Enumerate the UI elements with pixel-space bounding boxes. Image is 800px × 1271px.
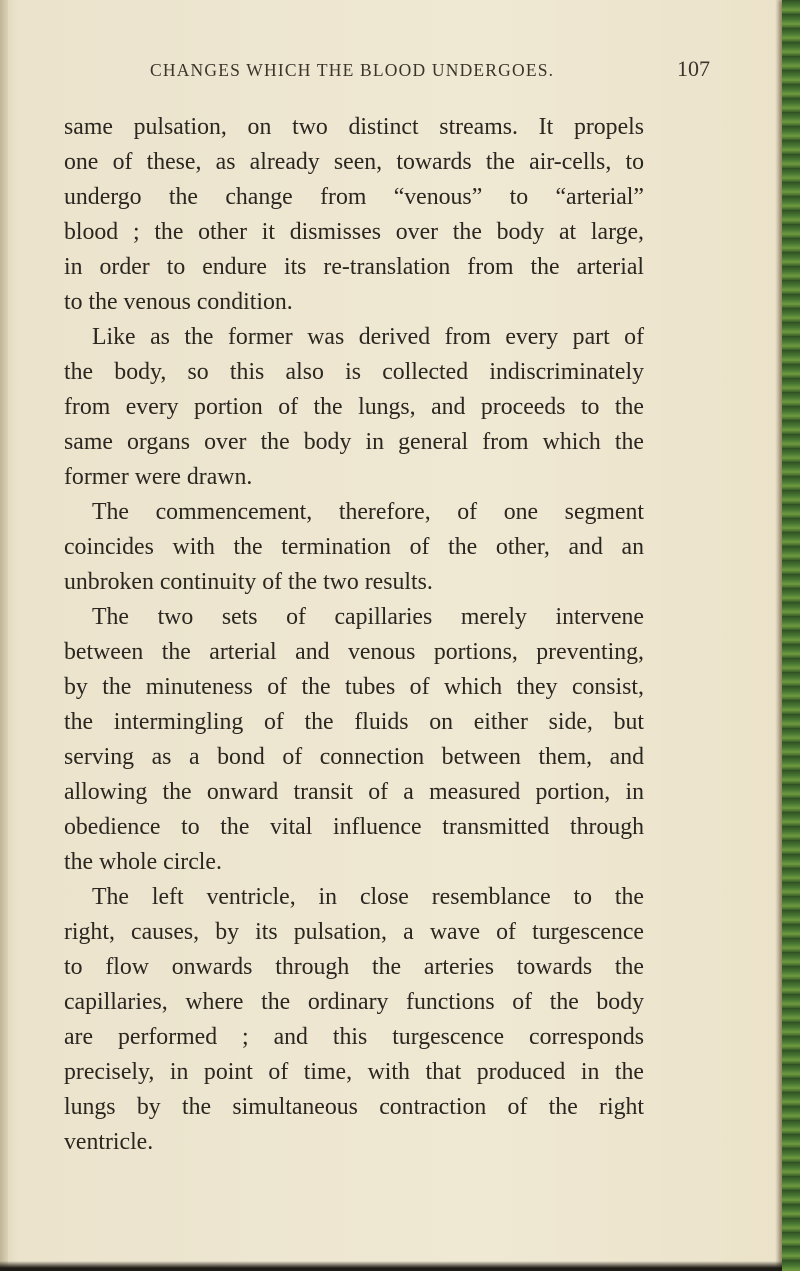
page-left-edge <box>0 0 8 1271</box>
page-header <box>150 56 710 82</box>
text-line: from every portion of the lungs, and proceeds to the <box>64 394 644 420</box>
text-line: precisely, in point of time, with that produced in the <box>64 1059 644 1085</box>
body-text <box>64 110 644 1160</box>
paragraph <box>64 495 644 600</box>
text-line: undergo the change from “venous” to “arterial” <box>64 184 644 210</box>
book-binding <box>782 0 800 1271</box>
text-line: same pulsation, on two distinct streams. It propels <box>64 114 644 140</box>
text-line: ventricle. <box>64 1129 154 1155</box>
text-line: to flow onwards through the arteries towards the <box>64 954 644 980</box>
text-line: coincides with the termination of the other, and an <box>64 534 644 560</box>
paragraph <box>64 600 644 880</box>
text-line: by the minuteness of the tubes of which they consist, <box>64 674 644 700</box>
text-line: the body, so this also is collected indiscriminately <box>64 359 644 385</box>
text-line: Like as the former was derived from every part of <box>92 324 644 350</box>
page-number: 107 <box>677 56 710 81</box>
text-line: between the arterial and venous portions, preventing, <box>64 639 644 665</box>
paragraph <box>64 320 644 495</box>
paragraph <box>64 110 644 320</box>
running-head: CHANGES WHICH THE BLOOD UNDERGOES. <box>150 60 555 80</box>
text-line: The commencement, therefore, of one segment <box>92 499 644 525</box>
text-line: unbroken continuity of the two results. <box>64 569 433 595</box>
text-line: same organs over the body in general from which the <box>64 429 644 455</box>
text-line: blood ; the other it dismisses over the body at large, <box>64 219 644 245</box>
text-line: to the venous condition. <box>64 289 293 315</box>
text-line: right, causes, by its pulsation, a wave of turgescence <box>64 919 644 945</box>
text-line: in order to endure its re-translation from the arterial <box>64 254 644 280</box>
paragraph <box>64 880 644 1160</box>
text-line: are performed ; and this turgescence corresponds <box>64 1024 644 1050</box>
text-line: former were drawn. <box>64 464 253 490</box>
text-line: capillaries, where the ordinary functions of the body <box>64 989 644 1015</box>
text-line: allowing the onward transit of a measured portion, in <box>64 779 644 805</box>
text-line: serving as a bond of connection between them, and <box>64 744 644 770</box>
text-line: lungs by the simultaneous contraction of the right <box>64 1094 644 1120</box>
text-line: obedience to the vital influence transmitted through <box>64 814 644 840</box>
text-line: the whole circle. <box>64 849 222 875</box>
text-line: The left ventricle, in close resemblance to the <box>92 884 644 910</box>
page-bottom-shadow <box>0 1261 782 1271</box>
text-line: the intermingling of the fluids on either side, but <box>64 709 644 735</box>
text-line: one of these, as already seen, towards the air-cells, to <box>64 149 644 175</box>
text-line: The two sets of capillaries merely intervene <box>92 604 644 630</box>
